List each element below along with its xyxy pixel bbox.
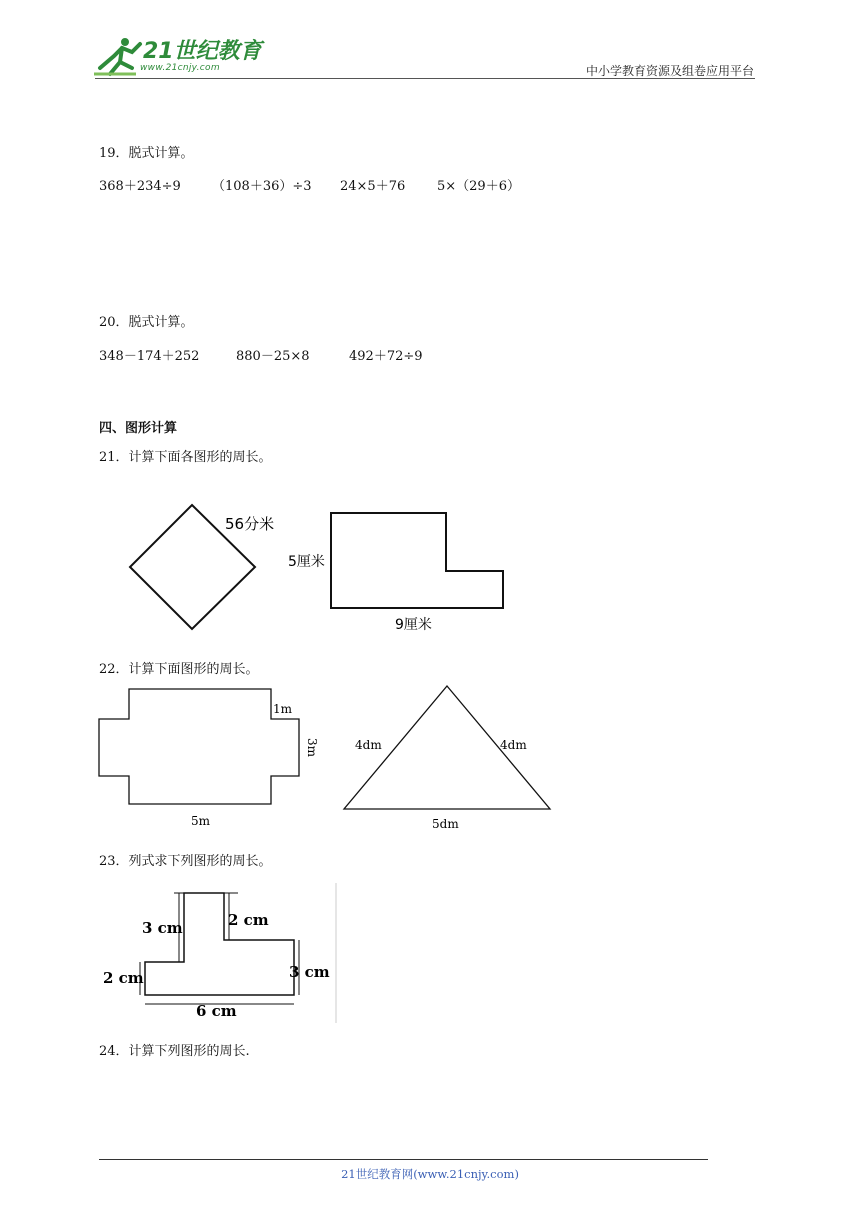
q22-cross-height-label: 3m: [305, 738, 319, 758]
question-21-title: 21．计算下面各图形的周长。: [99, 450, 272, 465]
q23-label-3cm-right: 3 cm: [289, 963, 330, 981]
question-24-title: 24．计算下列图形的周长.: [99, 1044, 250, 1059]
q21-rect-side-label: 5厘米: [288, 554, 325, 570]
q23-label-2cm-left: 2 cm: [103, 969, 144, 987]
q21-square-label: 56分米: [225, 515, 275, 533]
section-4-heading: 四、图形计算: [99, 421, 178, 436]
q23-figure: [98, 883, 338, 1025]
q23-label-6cm: 6 cm: [196, 1002, 237, 1020]
logo-url: www.21cnjy.com: [140, 63, 220, 73]
question-22-title: 22．计算下面图形的周长。: [99, 662, 259, 677]
q21-l-shape: [331, 513, 503, 608]
q20-expression-2: 880－25×8: [236, 349, 310, 364]
q23-label-2cm-top: 2 cm: [228, 911, 269, 929]
q22-triangle-right-label: 4dm: [500, 738, 527, 752]
q19-expression-1: 368＋234÷9: [99, 179, 181, 194]
question-23-title: 23．列式求下列图形的周长。: [99, 854, 272, 869]
q20-expression-3: 492＋72÷9: [349, 349, 423, 364]
q19-expression-4: 5×（29＋6）: [437, 179, 520, 194]
q22-cross-shape: [99, 689, 299, 804]
q22-cross-width-label: 5m: [191, 814, 211, 828]
question-19-title: 19．脱式计算。: [99, 146, 194, 161]
q22-triangle-base-label: 5dm: [432, 817, 459, 831]
header-platform-text: 中小学教育资源及组卷应用平台: [585, 64, 754, 78]
q22-cross-corner-label: 1m: [273, 702, 293, 716]
q22-triangle-left-label: 4dm: [355, 738, 382, 752]
q19-expression-2: （108＋36）÷3: [212, 179, 312, 194]
q23-t-shape: [145, 893, 294, 995]
q21-figures: [120, 495, 520, 640]
q19-expression-3: 24×5＋76: [340, 179, 406, 194]
q23-label-3cm-left: 3 cm: [142, 919, 183, 937]
q21-rect-bottom-label: 9厘米: [395, 617, 432, 633]
question-20-title: 20．脱式计算。: [99, 315, 194, 330]
q22-figures: [95, 680, 565, 835]
logo-text: 21世纪教育: [143, 39, 262, 64]
footer-text[interactable]: 21世纪教育网(www.21cnjy.com): [341, 1167, 519, 1181]
footer-divider: [99, 1159, 708, 1160]
header-divider: [95, 78, 755, 79]
q20-expression-1: 348－174＋252: [99, 349, 200, 364]
